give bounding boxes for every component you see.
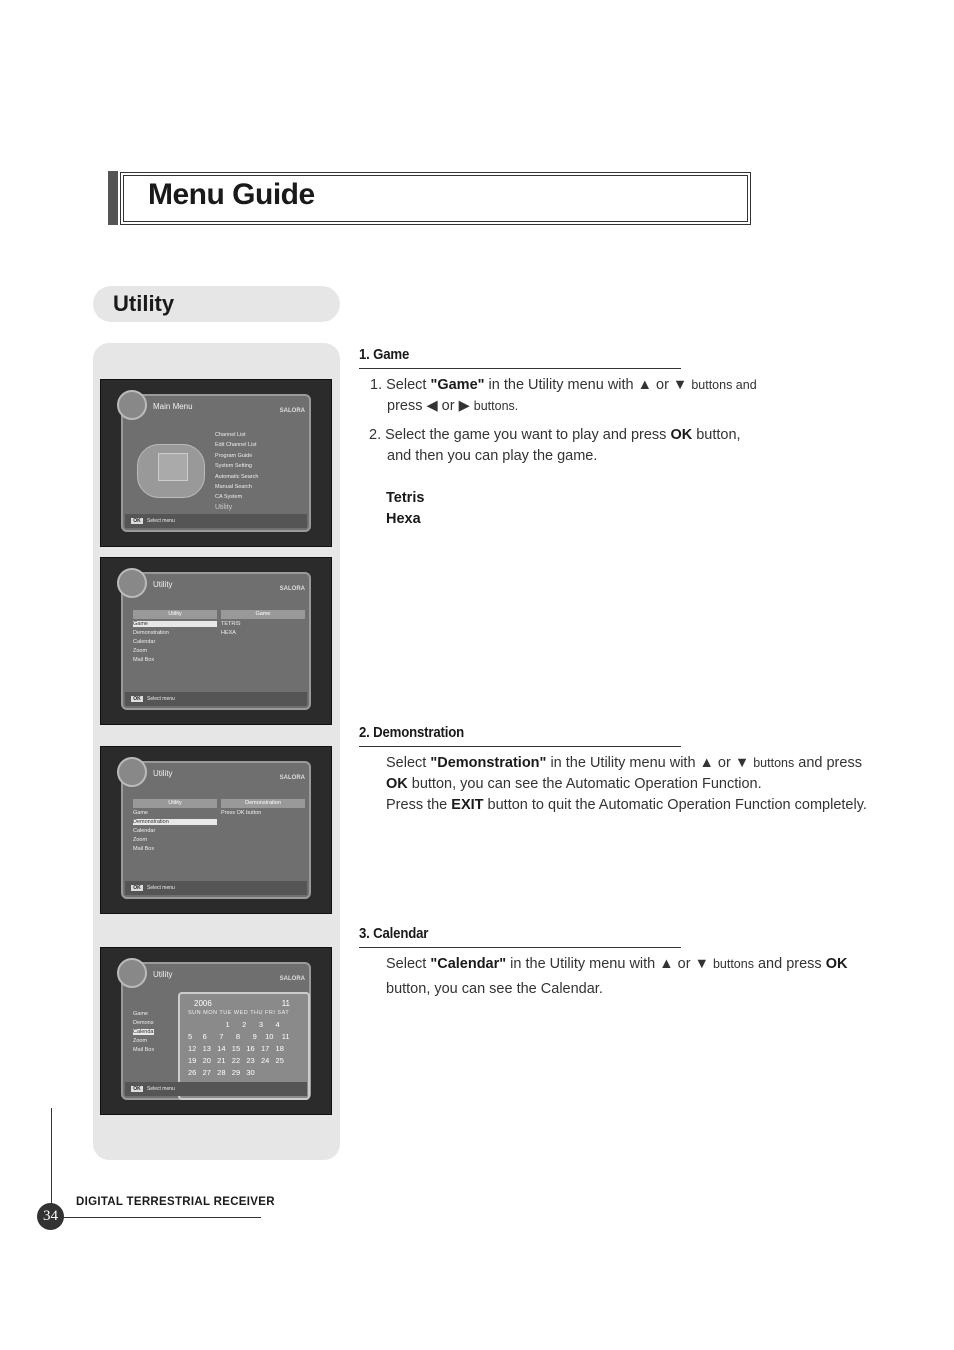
brand-logo: SALORA bbox=[279, 586, 305, 592]
column-header: Demonstration bbox=[221, 799, 305, 808]
game-item: TETRIS bbox=[221, 621, 241, 627]
game-item: HEXA bbox=[221, 630, 236, 636]
column-header: Utility bbox=[133, 799, 217, 808]
screen-footer bbox=[125, 514, 307, 528]
footer-hint: Select menu bbox=[147, 518, 175, 524]
menu-item: Automatic Search bbox=[215, 473, 259, 480]
footer-label: DIGITAL TERRESTRIAL RECEIVER bbox=[76, 1196, 275, 1208]
utility-item-selected: Game bbox=[133, 621, 217, 627]
section-divider bbox=[359, 947, 681, 948]
screen-title: Utility bbox=[153, 970, 173, 979]
header-accent-bar bbox=[108, 171, 118, 225]
footer-horizontal-rule bbox=[51, 1217, 261, 1218]
game-heading: 1. Game bbox=[359, 346, 410, 363]
game-step1-line2: press ◀ or ▶ buttons. bbox=[387, 398, 519, 414]
menu-item-selected: Utility bbox=[215, 503, 233, 511]
calendar-line2: button, you can see the Calendar. bbox=[386, 981, 603, 997]
ok-key-label: OK bbox=[131, 696, 143, 702]
column-header: Utility bbox=[133, 610, 217, 619]
clock-logo-icon bbox=[117, 568, 147, 598]
column-header: Game bbox=[221, 610, 305, 619]
utility-game-screenshot bbox=[100, 557, 332, 725]
calendar-weekday-header: SUN MON TUE WED THU FRI SAT bbox=[188, 1010, 290, 1016]
menu-item: CA System bbox=[215, 494, 243, 501]
clock-logo-icon bbox=[117, 757, 147, 787]
utility-item: Game bbox=[133, 810, 148, 816]
brand-logo: SALORA bbox=[279, 775, 305, 781]
utility-demo-screenshot bbox=[100, 746, 332, 914]
demo-info-text: Press OK button bbox=[221, 810, 262, 816]
ok-key-label: OK bbox=[131, 885, 143, 891]
utility-item: Zoom bbox=[133, 837, 148, 843]
demonstration-heading: 2. Demonstration bbox=[359, 724, 465, 741]
calendar-week: 26 27 28 29 30 bbox=[188, 1068, 255, 1077]
calendar-heading: 3. Calendar bbox=[359, 925, 429, 942]
game-name-hexa: Hexa bbox=[386, 511, 421, 527]
screen-footer bbox=[125, 1082, 307, 1096]
calendar-week: 19 20 21 22 23 24 25 bbox=[188, 1056, 284, 1065]
utility-item: Mail Box bbox=[133, 657, 155, 663]
utility-item: Mail Box bbox=[133, 846, 155, 852]
page-number: 34 bbox=[37, 1203, 64, 1230]
screen-footer bbox=[125, 881, 307, 895]
section-divider bbox=[359, 746, 681, 747]
screen-footer bbox=[125, 692, 307, 706]
brand-logo: SALORA bbox=[279, 976, 305, 982]
utility-item-selected: Calenda bbox=[133, 1029, 154, 1035]
brand-logo: SALORA bbox=[279, 408, 305, 414]
game-step2-line1: 2. Select the game you want to play and press OK button, bbox=[369, 427, 741, 443]
footer-hint: Select menu bbox=[147, 885, 175, 891]
screen-title: Main Menu bbox=[153, 402, 193, 411]
utility-item: Calendar bbox=[133, 828, 156, 834]
game-step1-line1: 1. Select "Game" in the Utility menu with ▲ or ▼ buttons and bbox=[370, 377, 757, 393]
utility-item: Demonstration bbox=[133, 630, 169, 636]
utility-item: Mail Box bbox=[133, 1047, 155, 1053]
footer-vertical-rule bbox=[51, 1108, 52, 1218]
utility-item-selected: Demonstration bbox=[133, 819, 217, 825]
footer-hint: Select menu bbox=[147, 696, 175, 702]
footer-hint: Select menu bbox=[147, 1086, 175, 1092]
main-menu-list bbox=[215, 430, 258, 513]
utility-item: Zoom bbox=[133, 648, 148, 654]
page-title: Menu Guide bbox=[148, 178, 315, 211]
game-name-tetris: Tetris bbox=[386, 490, 425, 506]
ok-key-label: OK bbox=[131, 1086, 143, 1092]
main-menu-screenshot bbox=[100, 379, 332, 547]
calendar-week: 1 2 3 4 bbox=[188, 1020, 280, 1029]
menu-item: System Setting bbox=[215, 463, 252, 470]
menu-item: Program Guide bbox=[215, 452, 253, 459]
calendar-year: 2006 bbox=[194, 999, 212, 1008]
screen-title: Utility bbox=[153, 580, 173, 589]
utility-calendar-screenshot bbox=[100, 947, 332, 1115]
demo-line2: OK button, you can see the Automatic Operation Function. bbox=[386, 776, 762, 792]
demo-line1: Select "Demonstration" in the Utility menu with ▲ or ▼ buttons and press bbox=[386, 755, 862, 771]
clock-logo-icon bbox=[117, 390, 147, 420]
menu-item: Channel List bbox=[215, 432, 246, 438]
calendar-line1: Select "Calendar" in the Utility menu with ▲ or ▼ buttons and press OK bbox=[386, 956, 848, 972]
demo-line3: Press the EXIT button to quit the Automatic Operation Function completely. bbox=[386, 797, 867, 813]
clock-logo-icon bbox=[117, 958, 147, 988]
cube-graphic bbox=[137, 444, 205, 498]
screen-title: Utility bbox=[153, 769, 173, 778]
utility-item: Calendar bbox=[133, 639, 156, 645]
ok-key-label: OK bbox=[131, 518, 143, 524]
section-title: Utility bbox=[113, 291, 175, 316]
menu-item: Manual Search bbox=[215, 484, 252, 491]
calendar-week: 12 13 14 15 16 17 18 bbox=[188, 1044, 284, 1053]
menu-item: Edit Channel List bbox=[215, 442, 257, 449]
game-step2-line2: and then you can play the game. bbox=[387, 448, 598, 464]
section-divider bbox=[359, 368, 681, 369]
utility-item: Demons bbox=[133, 1020, 154, 1026]
calendar-month: 11 bbox=[281, 999, 290, 1008]
utility-item: Game bbox=[133, 1011, 148, 1017]
calendar-week: 5 6 7 8 9 10 11 bbox=[188, 1032, 290, 1041]
utility-item: Zoom bbox=[133, 1038, 148, 1044]
